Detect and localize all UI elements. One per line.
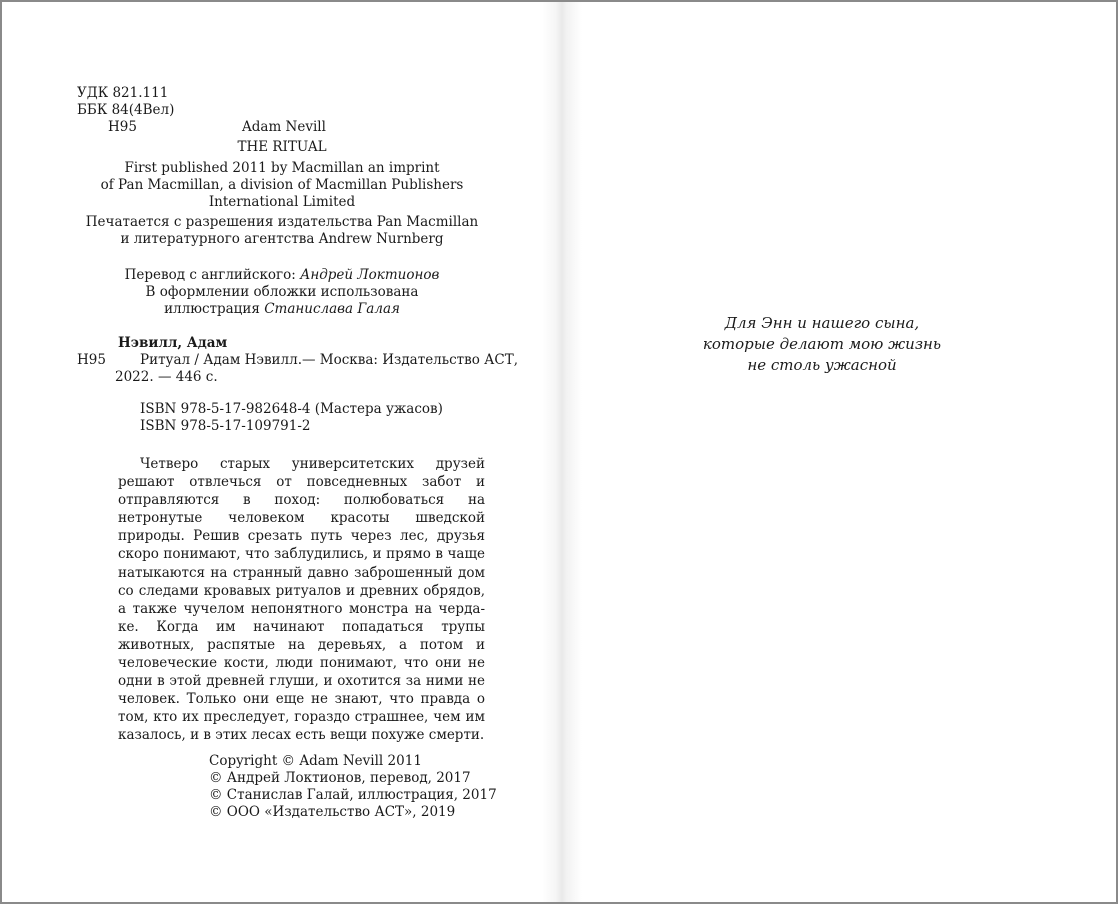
dedication-line: не столь ужасной [747,356,897,374]
translation-credit [62,267,502,284]
permission-line: Печатается с разрешения издательства Pan Macmillan [85,214,479,230]
publication-line: First published 2011 by Macmillan an imprint [124,160,440,176]
author-mark: Н95 [108,119,137,135]
translation-label: Перевод с английского: [124,267,301,283]
cover-credit: В оформлении обложки использована [145,284,419,300]
translator-name: Андрей Локтионов [300,267,440,283]
copyright-line: © Андрей Локтионов, перевод, 2017 [209,770,471,786]
copyright-block [209,753,497,821]
annotation-paragraph: Четверо старых университетских друзей решают отвлечься от повседневных забот и отправляются в поход: полюбоваться на нетронутые человеком красоты шведской природы. Решив срезать путь через лес, друзья скоро понимают, что заблудились, и прямо в чаще натыкаются на странный давно заброшенный дом со следами кровавых ритуалов и древних обрядов, а также чучелом непонятного монстра на чердаке. Когда им начинают попадаться трупы животных, распятые на деревьях, а потом и человеческие кости, люди понимают, что они не одни в этой древней глуши, и охотится за ними не человек. Только они еще не знают, что правда о том, кто их преследует, гораздо страшнее, чем им казалось, и в этих лесах есть вещи похуже смерти. [118,456,485,744]
author-name-en: Adam Nevill [242,119,326,135]
book-gutter [542,2,582,902]
permission-line: и литературного агентства Andrew Nurnberg [120,231,444,247]
dedication-line: которые делают мою жизнь [702,335,942,353]
illustrator-name: Станислава Галая [264,301,400,317]
isbn-book: ISBN 978-5-17-109791-2 [140,418,311,434]
permission-info [62,214,502,248]
catalog-entry-mark: Н95 [77,352,106,368]
bbk-code: ББК 84(4Вел) [77,102,175,118]
publication-line: International Limited [208,194,356,210]
catalog-entry-author: Нэвилл, Адам [118,335,228,351]
publication-line: of Pan Macmillan, a division of Macmillan Publishers [100,177,464,193]
credits-info [62,267,502,318]
publication-info [62,160,502,211]
illustration-credit [62,301,502,318]
dedication [558,313,1086,376]
copyright-line: © Станислав Галай, иллюстрация, 2017 [209,787,497,803]
copyright-line: Copyright © Adam Nevill 2011 [209,753,422,769]
right-page [558,2,1116,902]
illustration-label: иллюстрация [164,301,265,317]
copyright-line: © ООО «Издательство АСТ», 2019 [209,804,456,820]
isbn-series: ISBN 978-5-17-982648-4 (Мастера ужасов) [140,401,443,417]
catalog-entry-description: Ритуал / Адам Нэвилл.— Москва: Издательство АСТ, [140,352,519,368]
udk-code: УДК 821.111 [77,85,169,101]
dedication-line: Для Энн и нашего сына, [724,314,920,332]
title-en: THE RITUAL [237,139,327,155]
catalog-entry-description-cont: 2022. — 446 с. [115,369,218,385]
left-page [2,2,558,902]
